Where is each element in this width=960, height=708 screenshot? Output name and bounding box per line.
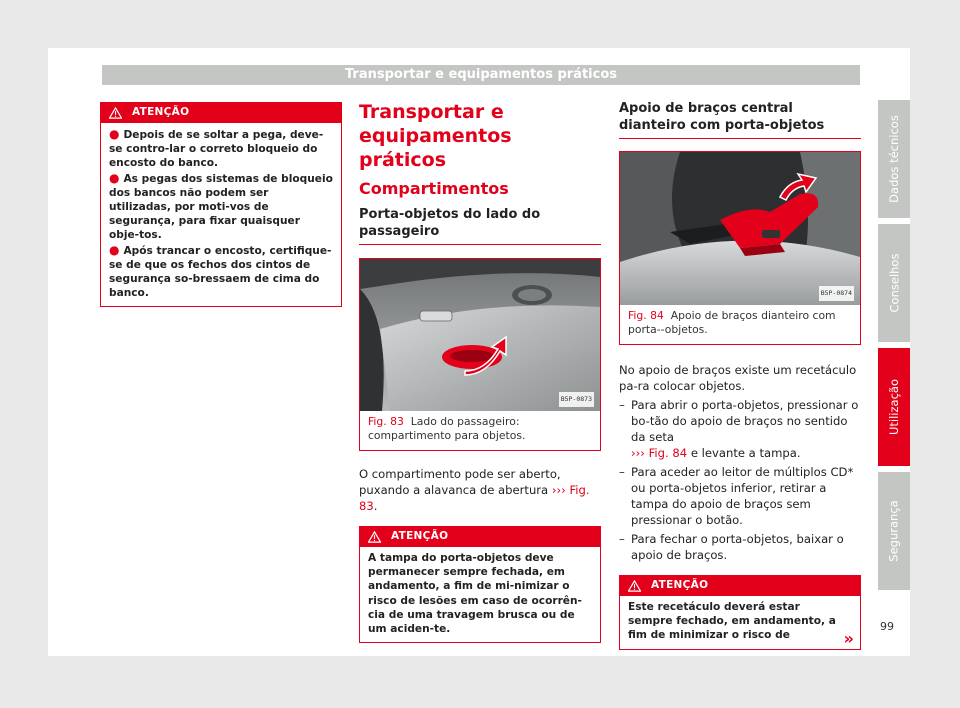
warning-body: A tampa do porta-objetos deve permanecer sempre fechada, em andamento, a fim de mi-nimizar o risco de lesões em caso de ocorrên-cia de uma travagem brusca ou de um aciden-te. (368, 552, 582, 636)
warning-box (619, 575, 861, 650)
figure-caption-text: Lado do passageiro: compartimento para objetos. (368, 415, 526, 442)
bullet-icon: ● (109, 242, 120, 257)
bullet-icon: ● (109, 127, 120, 141)
figure-83 (359, 258, 601, 451)
warning-header (360, 527, 600, 547)
list-item: – Para fechar o porta-objetos, baixar o apoio de braços. (619, 532, 844, 562)
figure-link[interactable]: Fig. 84 (648, 446, 688, 460)
figure-image (620, 152, 860, 305)
bullet-icon: ● (109, 170, 120, 185)
figure-link[interactable]: Fig. 83 (359, 483, 590, 513)
figure-caption (360, 411, 600, 450)
figure-label: Fig. 84 (628, 309, 664, 322)
warning-triangle-icon (368, 531, 381, 543)
topic-heading: Porta-objetos do lado do passageiro (359, 207, 541, 239)
figure-84 (619, 151, 861, 345)
warning-item: ● Depois de se soltar a pega, deve-se contro-lar o correto bloqueio do encosto do banco. (109, 127, 324, 170)
tab-seguranca[interactable]: Segurança (878, 472, 910, 590)
running-header: Transportar e equipamentos práticos (102, 65, 860, 85)
heading-wrap (619, 100, 861, 139)
figure-code: B5P-0874 (819, 286, 854, 302)
figure-caption-text: Apoio de braços dianteiro com porta--objetos. (628, 309, 836, 336)
continue-arrow-icon: » (843, 629, 854, 649)
warning-box (100, 102, 342, 307)
cross-ref-arrow: ››› (551, 483, 566, 497)
warning-item: ● Após trancar o encosto, certifique-se de que os fechos dos cintos de segurança so-bressaem de cima do banco. (109, 242, 332, 300)
tab-conselhos[interactable]: Conselhos (878, 224, 910, 342)
dashboard-glovebox-illustration (360, 259, 600, 411)
warning-body: Este recetáculo deverá estar sempre fechado, em andamento, a fim de minimizar o risco de (628, 601, 836, 642)
tab-utilizacao[interactable]: Utilização (878, 348, 910, 466)
figure-code: B5P-0873 (559, 392, 594, 408)
warning-triangle-icon (109, 107, 122, 119)
list-item: – Para abrir o porta-objetos, pressionar o bo-tão do apoio de braços no sentido da seta ››› Fig. 84 e levante a tampa. (619, 398, 859, 460)
paragraph: No apoio de braços existe um recetáculo pa-ra colocar objetos. (619, 363, 857, 393)
heading-wrap (359, 206, 601, 245)
section-title: Transportar e equipamentos práticos (359, 101, 512, 171)
paragraph: O compartimento pode ser aberto, puxando a alavanca de abertura ››› Fig. 83. (359, 467, 590, 513)
warning-triangle-icon (628, 580, 641, 592)
page-number: 99 (880, 620, 894, 633)
right-column (619, 100, 861, 650)
warning-header (101, 103, 341, 123)
left-column (100, 102, 342, 307)
topic-heading: Apoio de braços central dianteiro com porta-objetos (619, 101, 825, 133)
cross-ref-arrow: ››› (631, 446, 645, 460)
warning-body (101, 123, 341, 306)
middle-column (359, 100, 601, 643)
warning-box (359, 526, 601, 643)
warning-header (620, 576, 860, 596)
steps-list (619, 397, 861, 563)
warning-label: ATENÇÃO (651, 579, 709, 592)
figure-label: Fig. 83 (368, 415, 404, 428)
warning-label: ATENÇÃO (391, 530, 449, 543)
figure-caption (620, 305, 860, 344)
armrest-illustration (620, 152, 860, 305)
warning-label: ATENÇÃO (132, 106, 190, 119)
subsection-title: Compartimentos (359, 179, 509, 198)
tab-dados-tecnicos[interactable]: Dados técnicos (878, 100, 910, 218)
list-item: – Para aceder ao leitor de múltiplos CD* ou porta-objetos inferior, retirar a tampa do apoio de braços sem pressionar o botão. (619, 465, 854, 527)
figure-image (360, 259, 600, 411)
warning-item: ● As pegas dos sistemas de bloqueio dos bancos não podem ser utilizadas, por moti-vos de segurança, para fixar quaisquer obje-tos. (109, 170, 333, 242)
